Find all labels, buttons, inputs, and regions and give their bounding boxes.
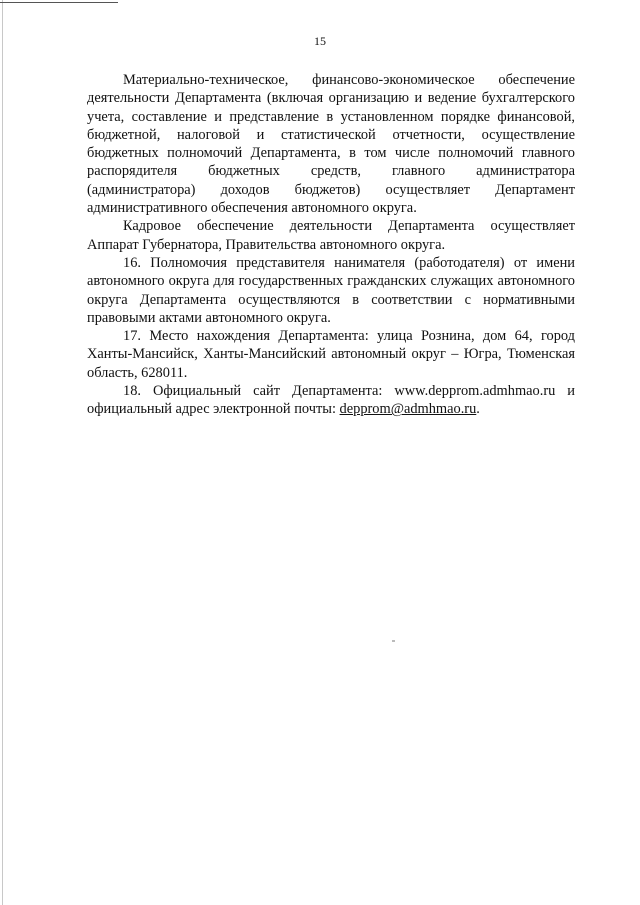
paragraph-personnel-support: Кадровое обеспечение деятельности Департамента осуществляет Аппарат Губернатора, Правительства автономного округа. [87,218,575,253]
scan-mark [0,2,118,3]
scan-edge [2,0,3,905]
website-text-end: . [476,401,480,418]
document-body [87,71,575,419]
website-text: 18. Официальный сайт Департамента: www.depprom.admhmao.ru и официальный адрес электронной почты: [87,383,575,418]
scan-speck [392,640,395,642]
paragraph-material-support: Материально-техническое, финансово-экономическое обеспечение деятельности Департамента (включая организацию и ведение бухгалтерского учета, составление и представление в установленном порядке финансовой, бюджетной, налоговой и статистической отчетности, осуществление бюджетных полномочий Департамента, в том числе полномочий главного распорядителя бюджетных средств, главного администратора (администратора) доходов бюджетов) осуществляет Департамент административного обеспечения автономного округа. [87,72,575,217]
paragraph-website-email [87,382,575,419]
email-link[interactable]: depprom@admhmao.ru [339,401,477,418]
paragraph-location: 17. Место нахождения Департамента: улица Рознина, дом 64, город Ханты-Мансийск, Ханты-Мансийский автономный округ – Югра, Тюменская область, 628011. [87,328,575,381]
paragraph-employer-powers: 16. Полномочия представителя нанимателя (работодателя) от имени автономного округа для государственных гражданских служащих автономного округа Департамента осуществляются в соответствии с нормативными правовыми актами автономного округа. [87,254,575,326]
page-number: 15 [314,34,326,48]
